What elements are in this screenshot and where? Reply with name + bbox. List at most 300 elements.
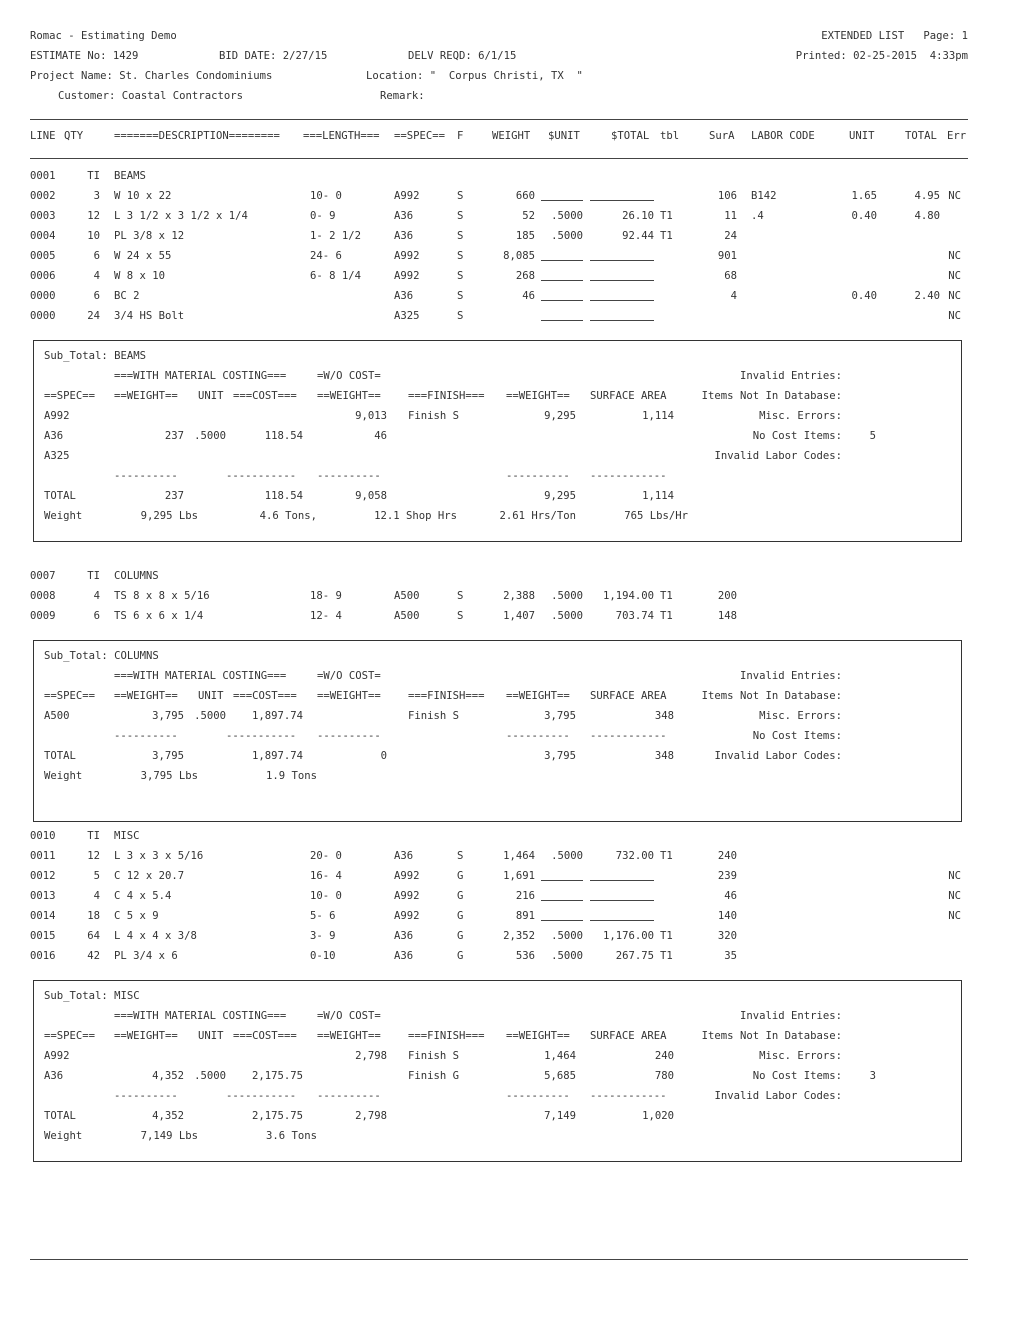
row-error: NC [948, 290, 961, 302]
row-tbl: T1 [660, 230, 673, 242]
sub-shop-hours: 12.1 Shop Hrs [374, 510, 457, 522]
row-description: C 5 x 9 [114, 910, 159, 922]
sub-col-finish-weight: ==WEIGHT== [506, 390, 570, 402]
row-line: 0000 [30, 310, 56, 322]
col-labor-code: LABOR CODE [751, 130, 815, 142]
row-spec: A500 [394, 610, 420, 622]
check-invalid-entries-label: Invalid Entries: [739, 670, 842, 682]
row-qty: 10 [87, 230, 100, 242]
dash-wo-weight: ---------- [317, 730, 381, 742]
check-misc-errors-label: Misc. Errors: [759, 1050, 842, 1062]
row-surface-area: 35 [724, 950, 737, 962]
row-length: 5- 6 [310, 910, 336, 922]
row-finish: S [457, 250, 464, 262]
sub-col-weight: ==WEIGHT== [114, 690, 178, 702]
sub-col-unit: UNIT [198, 690, 224, 702]
location: Location: " Corpus Christi, TX " [366, 70, 583, 82]
row-line: 0014 [30, 910, 56, 922]
row-unit-price-blank [541, 320, 583, 321]
check-invalid-labor-codes-label: Invalid Labor Codes: [714, 450, 842, 462]
sub-col-spec: ==SPEC== [44, 690, 96, 702]
row-finish: G [457, 950, 464, 962]
sub-col-weight: ==WEIGHT== [114, 1030, 178, 1042]
row-total: 4.95 [914, 190, 940, 202]
sub-weight-tons: 3.6 Tons [265, 1130, 317, 1142]
sub-lbs-per-hour: 765 Lbs/Hr [624, 510, 688, 522]
row-finish: G [457, 910, 464, 922]
header-rule-bottom [30, 158, 968, 159]
row-spec: A992 [394, 890, 420, 902]
sub-col-weight: ==WEIGHT== [114, 390, 178, 402]
row-description: W 8 x 10 [114, 270, 166, 282]
sub-col-cost: ===COST=== [233, 1030, 297, 1042]
sub-finish-label: Finish S [408, 710, 460, 722]
row-unit: 0.40 [851, 210, 877, 222]
row-finish: G [457, 930, 464, 942]
header-rule-top [30, 119, 968, 120]
col-spec: ==SPEC== [394, 130, 446, 142]
row-description: TS 6 x 6 x 1/4 [114, 610, 204, 622]
sub-total-label: TOTAL [44, 490, 76, 502]
col-tbl: tbl [660, 130, 680, 142]
col-weight: WEIGHT [492, 130, 531, 142]
row-qty: 6 [93, 250, 100, 262]
check-no-cost-items-label: No Cost Items: [752, 730, 842, 742]
check-not-in-database-label: Items Not In Database: [701, 1030, 842, 1042]
row-unit: 1.65 [851, 190, 877, 202]
row-labor-code: .4 [751, 210, 764, 222]
row-finish: S [457, 590, 464, 602]
row-qty: TI [87, 830, 100, 842]
row-qty: 24 [87, 310, 100, 322]
sub-spec: A325 [44, 450, 70, 462]
row-labor-code: B142 [751, 190, 777, 202]
sub-weight: 3,795 [152, 710, 184, 722]
row-weight: 1,407 [503, 610, 535, 622]
row-surface-area: 46 [724, 890, 737, 902]
row-total-price-blank [590, 200, 654, 201]
row-weight: 2,388 [503, 590, 535, 602]
with-material-label: ===WITH MATERIAL COSTING=== [114, 1010, 287, 1022]
check-no-cost-items-label: No Cost Items: [752, 430, 842, 442]
row-finish: S [457, 210, 464, 222]
wo-cost-label: =W/O COST= [317, 370, 381, 382]
row-line: 0010 [30, 830, 56, 842]
check-not-in-database-label: Items Not In Database: [701, 390, 842, 402]
sub-spec: A992 [44, 1050, 70, 1062]
row-length: 20- 0 [310, 850, 342, 862]
col-total: TOTAL [905, 130, 937, 142]
row-error: NC [948, 190, 961, 202]
row-surface-area: 901 [717, 250, 737, 262]
sub-col-wo-weight: ==WEIGHT== [317, 1030, 381, 1042]
row-finish: G [457, 870, 464, 882]
row-unit: 0.40 [851, 290, 877, 302]
row-tbl: T1 [660, 210, 673, 222]
check-invalid-labor-codes-label: Invalid Labor Codes: [714, 1090, 842, 1102]
subtotal-title: Sub_Total: BEAMS [44, 350, 147, 362]
sub-unit: .5000 [194, 710, 226, 722]
sub-total-surface: 1,114 [642, 490, 674, 502]
row-surface-area: 239 [717, 870, 737, 882]
remark: Remark: [380, 90, 425, 102]
row-length: 6- 8 1/4 [310, 270, 362, 282]
row-total: 2.40 [914, 290, 940, 302]
row-tbl: T1 [660, 950, 673, 962]
sub-weight-lbs: 9,295 Lbs [140, 510, 198, 522]
dash-weight: ---------- [114, 470, 178, 482]
dash-weight: ---------- [114, 730, 178, 742]
dash-surface: ------------ [590, 470, 667, 482]
col-qty: QTY [64, 130, 84, 142]
col-description: =======DESCRIPTION======== [114, 130, 280, 142]
row-unit-price: .5000 [551, 590, 583, 602]
row-finish: S [457, 270, 464, 282]
row-line: 0011 [30, 850, 56, 862]
row-unit-price: .5000 [551, 930, 583, 942]
row-total-price: 26.10 [622, 210, 654, 222]
delivery-required: DELV REQD: 6/1/15 [408, 50, 517, 62]
col-finish: F [457, 130, 464, 142]
sub-col-finish: ===FINISH=== [408, 690, 485, 702]
row-finish: S [457, 230, 464, 242]
check-no-cost-items-label: No Cost Items: [752, 1070, 842, 1082]
row-length: 24- 6 [310, 250, 342, 262]
row-qty: 12 [87, 850, 100, 862]
sub-weight-tons: 1.9 Tons [265, 770, 317, 782]
row-finish: S [457, 290, 464, 302]
sub-col-cost: ===COST=== [233, 690, 297, 702]
estimate-number: ESTIMATE No: 1429 [30, 50, 139, 62]
row-finish: S [457, 850, 464, 862]
row-spec: A36 [394, 210, 414, 222]
sub-total-cost: 118.54 [264, 490, 303, 502]
row-qty: 6 [93, 610, 100, 622]
row-line: 0012 [30, 870, 56, 882]
sub-col-surface-area: SURFACE AREA [590, 690, 667, 702]
sub-spec: A500 [44, 710, 70, 722]
sub-hours-per-ton: 2.61 Hrs/Ton [499, 510, 576, 522]
bid-date: BID DATE: 2/27/15 [219, 50, 328, 62]
sub-wo-weight: 46 [374, 430, 387, 442]
sub-weight: 237 [164, 430, 184, 442]
row-tbl: T1 [660, 850, 673, 862]
dash-cost: ----------- [226, 730, 297, 742]
sub-total-finish-weight: 7,149 [544, 1110, 576, 1122]
row-total-price: 267.75 [615, 950, 654, 962]
row-tbl: T1 [660, 590, 673, 602]
row-qty: 12 [87, 210, 100, 222]
dash-finish-weight: ---------- [506, 470, 570, 482]
check-misc-errors-label: Misc. Errors: [759, 710, 842, 722]
row-length: 16- 4 [310, 870, 342, 882]
row-weight: 268 [515, 270, 535, 282]
sub-col-finish-weight: ==WEIGHT== [506, 1030, 570, 1042]
col-surface-area: SurA [709, 130, 735, 142]
sub-total-surface: 1,020 [642, 1110, 674, 1122]
row-surface-area: 4 [730, 290, 737, 302]
row-surface-area: 68 [724, 270, 737, 282]
sub-weight-tons: 4.6 Tons, [259, 510, 317, 522]
row-description: L 4 x 4 x 3/8 [114, 930, 197, 942]
col-unit: UNIT [849, 130, 875, 142]
row-qty: 18 [87, 910, 100, 922]
row-unit-price-blank [541, 880, 583, 881]
row-weight: 1,691 [503, 870, 535, 882]
row-line: 0006 [30, 270, 56, 282]
dash-weight: ---------- [114, 1090, 178, 1102]
row-unit-price-blank [541, 200, 583, 201]
row-description: COLUMNS [114, 570, 159, 582]
row-error: NC [948, 890, 961, 902]
sub-weight-label: Weight [44, 770, 83, 782]
dash-cost: ----------- [226, 1090, 297, 1102]
row-total: 4.80 [914, 210, 940, 222]
check-invalid-labor-codes-label: Invalid Labor Codes: [714, 750, 842, 762]
sub-total-weight: 237 [164, 490, 184, 502]
row-description: 3/4 HS Bolt [114, 310, 185, 322]
row-error: NC [948, 250, 961, 262]
row-weight: 891 [515, 910, 535, 922]
sub-col-unit: UNIT [198, 390, 224, 402]
row-length: 18- 9 [310, 590, 342, 602]
row-spec: A36 [394, 950, 414, 962]
row-description: W 24 x 55 [114, 250, 172, 262]
sub-total-label: TOTAL [44, 1110, 76, 1122]
sub-total-wo-weight: 9,058 [355, 490, 387, 502]
row-line: 0001 [30, 170, 56, 182]
row-description: L 3 x 3 x 5/16 [114, 850, 204, 862]
row-total-price-blank [590, 260, 654, 261]
sub-unit: .5000 [194, 430, 226, 442]
dash-wo-weight: ---------- [317, 470, 381, 482]
sub-spec: A36 [44, 1070, 64, 1082]
row-unit-price: .5000 [551, 850, 583, 862]
row-length: 12- 4 [310, 610, 342, 622]
sub-col-cost: ===COST=== [233, 390, 297, 402]
row-length: 10- 0 [310, 190, 342, 202]
row-weight: 185 [515, 230, 535, 242]
sub-weight-lbs: 3,795 Lbs [140, 770, 198, 782]
row-length: 0- 9 [310, 210, 336, 222]
sub-finish-label: Finish S [408, 1050, 460, 1062]
with-material-label: ===WITH MATERIAL COSTING=== [114, 370, 287, 382]
sub-wo-weight: 2,798 [355, 1050, 387, 1062]
sub-weight: 4,352 [152, 1070, 184, 1082]
customer: Customer: Coastal Contractors [58, 90, 243, 102]
row-weight: 660 [515, 190, 535, 202]
row-line: 0008 [30, 590, 56, 602]
sub-finish-weight: 3,795 [544, 710, 576, 722]
sub-finish-label: Finish S [408, 410, 460, 422]
col-error: Err [947, 130, 967, 142]
wo-cost-label: =W/O COST= [317, 1010, 381, 1022]
row-spec: A325 [394, 310, 420, 322]
row-description: TS 8 x 8 x 5/16 [114, 590, 210, 602]
sub-finish-surface: 348 [654, 710, 674, 722]
sub-weight-label: Weight [44, 1130, 83, 1142]
row-surface-area: 106 [717, 190, 737, 202]
row-length: 3- 9 [310, 930, 336, 942]
subtotal-title: Sub_Total: MISC [44, 990, 140, 1002]
row-line: 0016 [30, 950, 56, 962]
row-weight: 216 [515, 890, 535, 902]
row-line: 0007 [30, 570, 56, 582]
row-finish: S [457, 610, 464, 622]
row-error: NC [948, 310, 961, 322]
row-spec: A36 [394, 230, 414, 242]
sub-total-label: TOTAL [44, 750, 76, 762]
row-description: PL 3/4 x 6 [114, 950, 178, 962]
dash-surface: ------------ [590, 1090, 667, 1102]
row-weight: 2,352 [503, 930, 535, 942]
sub-total-wo-weight: 2,798 [355, 1110, 387, 1122]
row-qty: 3 [93, 190, 100, 202]
row-description: L 3 1/2 x 3 1/2 x 1/4 [114, 210, 248, 222]
row-tbl: T1 [660, 610, 673, 622]
sub-total-finish-weight: 3,795 [544, 750, 576, 762]
row-total-price: 1,176.00 [602, 930, 654, 942]
company-name: Romac - Estimating Demo [30, 30, 177, 42]
row-qty: TI [87, 170, 100, 182]
row-length: 10- 0 [310, 890, 342, 902]
sub-col-finish: ===FINISH=== [408, 1030, 485, 1042]
check-no-cost-items-value: 3 [869, 1070, 876, 1082]
dash-finish-weight: ---------- [506, 1090, 570, 1102]
row-spec: A36 [394, 930, 414, 942]
row-spec: A992 [394, 870, 420, 882]
row-line: 0003 [30, 210, 56, 222]
row-spec: A36 [394, 290, 414, 302]
sub-spec: A36 [44, 430, 64, 442]
row-weight: 46 [522, 290, 535, 302]
dash-finish-weight: ---------- [506, 730, 570, 742]
row-surface-area: 148 [717, 610, 737, 622]
row-description: C 4 x 5.4 [114, 890, 172, 902]
row-weight: 1,464 [503, 850, 535, 862]
sub-cost: 2,175.75 [251, 1070, 303, 1082]
row-total-price: 732.00 [615, 850, 654, 862]
check-invalid-entries-label: Invalid Entries: [739, 1010, 842, 1022]
sub-unit: .5000 [194, 1070, 226, 1082]
row-line: 0004 [30, 230, 56, 242]
printed-date: Printed: 02-25-2015 4:33pm [795, 50, 968, 62]
sub-total-weight: 4,352 [152, 1110, 184, 1122]
row-total-price: 1,194.00 [602, 590, 654, 602]
row-unit-price-blank [541, 300, 583, 301]
row-length: 0-10 [310, 950, 336, 962]
row-line: 0015 [30, 930, 56, 942]
sub-spec: A992 [44, 410, 70, 422]
dash-wo-weight: ---------- [317, 1090, 381, 1102]
check-misc-errors-label: Misc. Errors: [759, 410, 842, 422]
row-surface-area: 24 [724, 230, 737, 242]
row-unit-price: .5000 [551, 950, 583, 962]
row-unit-price-blank [541, 280, 583, 281]
sub-finish-weight: 1,464 [544, 1050, 576, 1062]
row-weight: 536 [515, 950, 535, 962]
row-finish: S [457, 190, 464, 202]
row-description: BEAMS [114, 170, 146, 182]
sub-finish-surface: 240 [654, 1050, 674, 1062]
wo-cost-label: =W/O COST= [317, 670, 381, 682]
row-line: 0000 [30, 290, 56, 302]
sub-total-cost: 1,897.74 [251, 750, 303, 762]
sub-finish-weight: 9,295 [544, 410, 576, 422]
sub-total-cost: 2,175.75 [251, 1110, 303, 1122]
row-qty: 4 [93, 590, 100, 602]
row-unit-price: .5000 [551, 210, 583, 222]
project-name: Project Name: St. Charles Condominiums [30, 70, 273, 82]
row-total-price: 92.44 [622, 230, 654, 242]
row-total-price-blank [590, 280, 654, 281]
row-finish: S [457, 310, 464, 322]
row-finish: G [457, 890, 464, 902]
row-unit-price: .5000 [551, 610, 583, 622]
row-spec: A36 [394, 850, 414, 862]
row-description: W 10 x 22 [114, 190, 172, 202]
subtotal-title: Sub_Total: COLUMNS [44, 650, 159, 662]
sub-col-finish: ===FINISH=== [408, 390, 485, 402]
check-not-in-database-label: Items Not In Database: [701, 690, 842, 702]
row-error: NC [948, 870, 961, 882]
dash-surface: ------------ [590, 730, 667, 742]
row-weight: 52 [522, 210, 535, 222]
row-total-price-blank [590, 320, 654, 321]
row-spec: A992 [394, 910, 420, 922]
sub-col-spec: ==SPEC== [44, 1030, 96, 1042]
col-line: LINE [30, 130, 56, 142]
row-tbl: T1 [660, 930, 673, 942]
row-surface-area: 320 [717, 930, 737, 942]
footer-rule [30, 1259, 968, 1260]
row-unit-price-blank [541, 920, 583, 921]
row-description: BC 2 [114, 290, 140, 302]
row-surface-area: 11 [724, 210, 737, 222]
row-description: MISC [114, 830, 140, 842]
dash-cost: ----------- [226, 470, 297, 482]
row-surface-area: 240 [717, 850, 737, 862]
row-qty: 6 [93, 290, 100, 302]
row-unit-price-blank [541, 900, 583, 901]
col-length: ===LENGTH=== [303, 130, 380, 142]
check-invalid-entries-label: Invalid Entries: [739, 370, 842, 382]
row-total-price: 703.74 [615, 610, 654, 622]
row-surface-area: 140 [717, 910, 737, 922]
sub-cost: 1,897.74 [251, 710, 303, 722]
row-unit-price-blank [541, 260, 583, 261]
sub-col-unit: UNIT [198, 1030, 224, 1042]
sub-total-surface: 348 [654, 750, 674, 762]
col-total-price: $TOTAL [611, 130, 650, 142]
sub-col-surface-area: SURFACE AREA [590, 390, 667, 402]
row-total-price-blank [590, 920, 654, 921]
row-surface-area: 200 [717, 590, 737, 602]
row-line: 0009 [30, 610, 56, 622]
with-material-label: ===WITH MATERIAL COSTING=== [114, 670, 287, 682]
sub-finish-label: Finish G [408, 1070, 460, 1082]
list-type-page: EXTENDED LIST Page: 1 [821, 30, 968, 42]
row-line: 0005 [30, 250, 56, 262]
row-description: C 12 x 20.7 [114, 870, 185, 882]
sub-weight-lbs: 7,149 Lbs [140, 1130, 198, 1142]
row-line: 0013 [30, 890, 56, 902]
sub-col-surface-area: SURFACE AREA [590, 1030, 667, 1042]
row-weight: 8,085 [503, 250, 535, 262]
sub-total-finish-weight: 9,295 [544, 490, 576, 502]
row-spec: A992 [394, 250, 420, 262]
row-qty: 42 [87, 950, 100, 962]
